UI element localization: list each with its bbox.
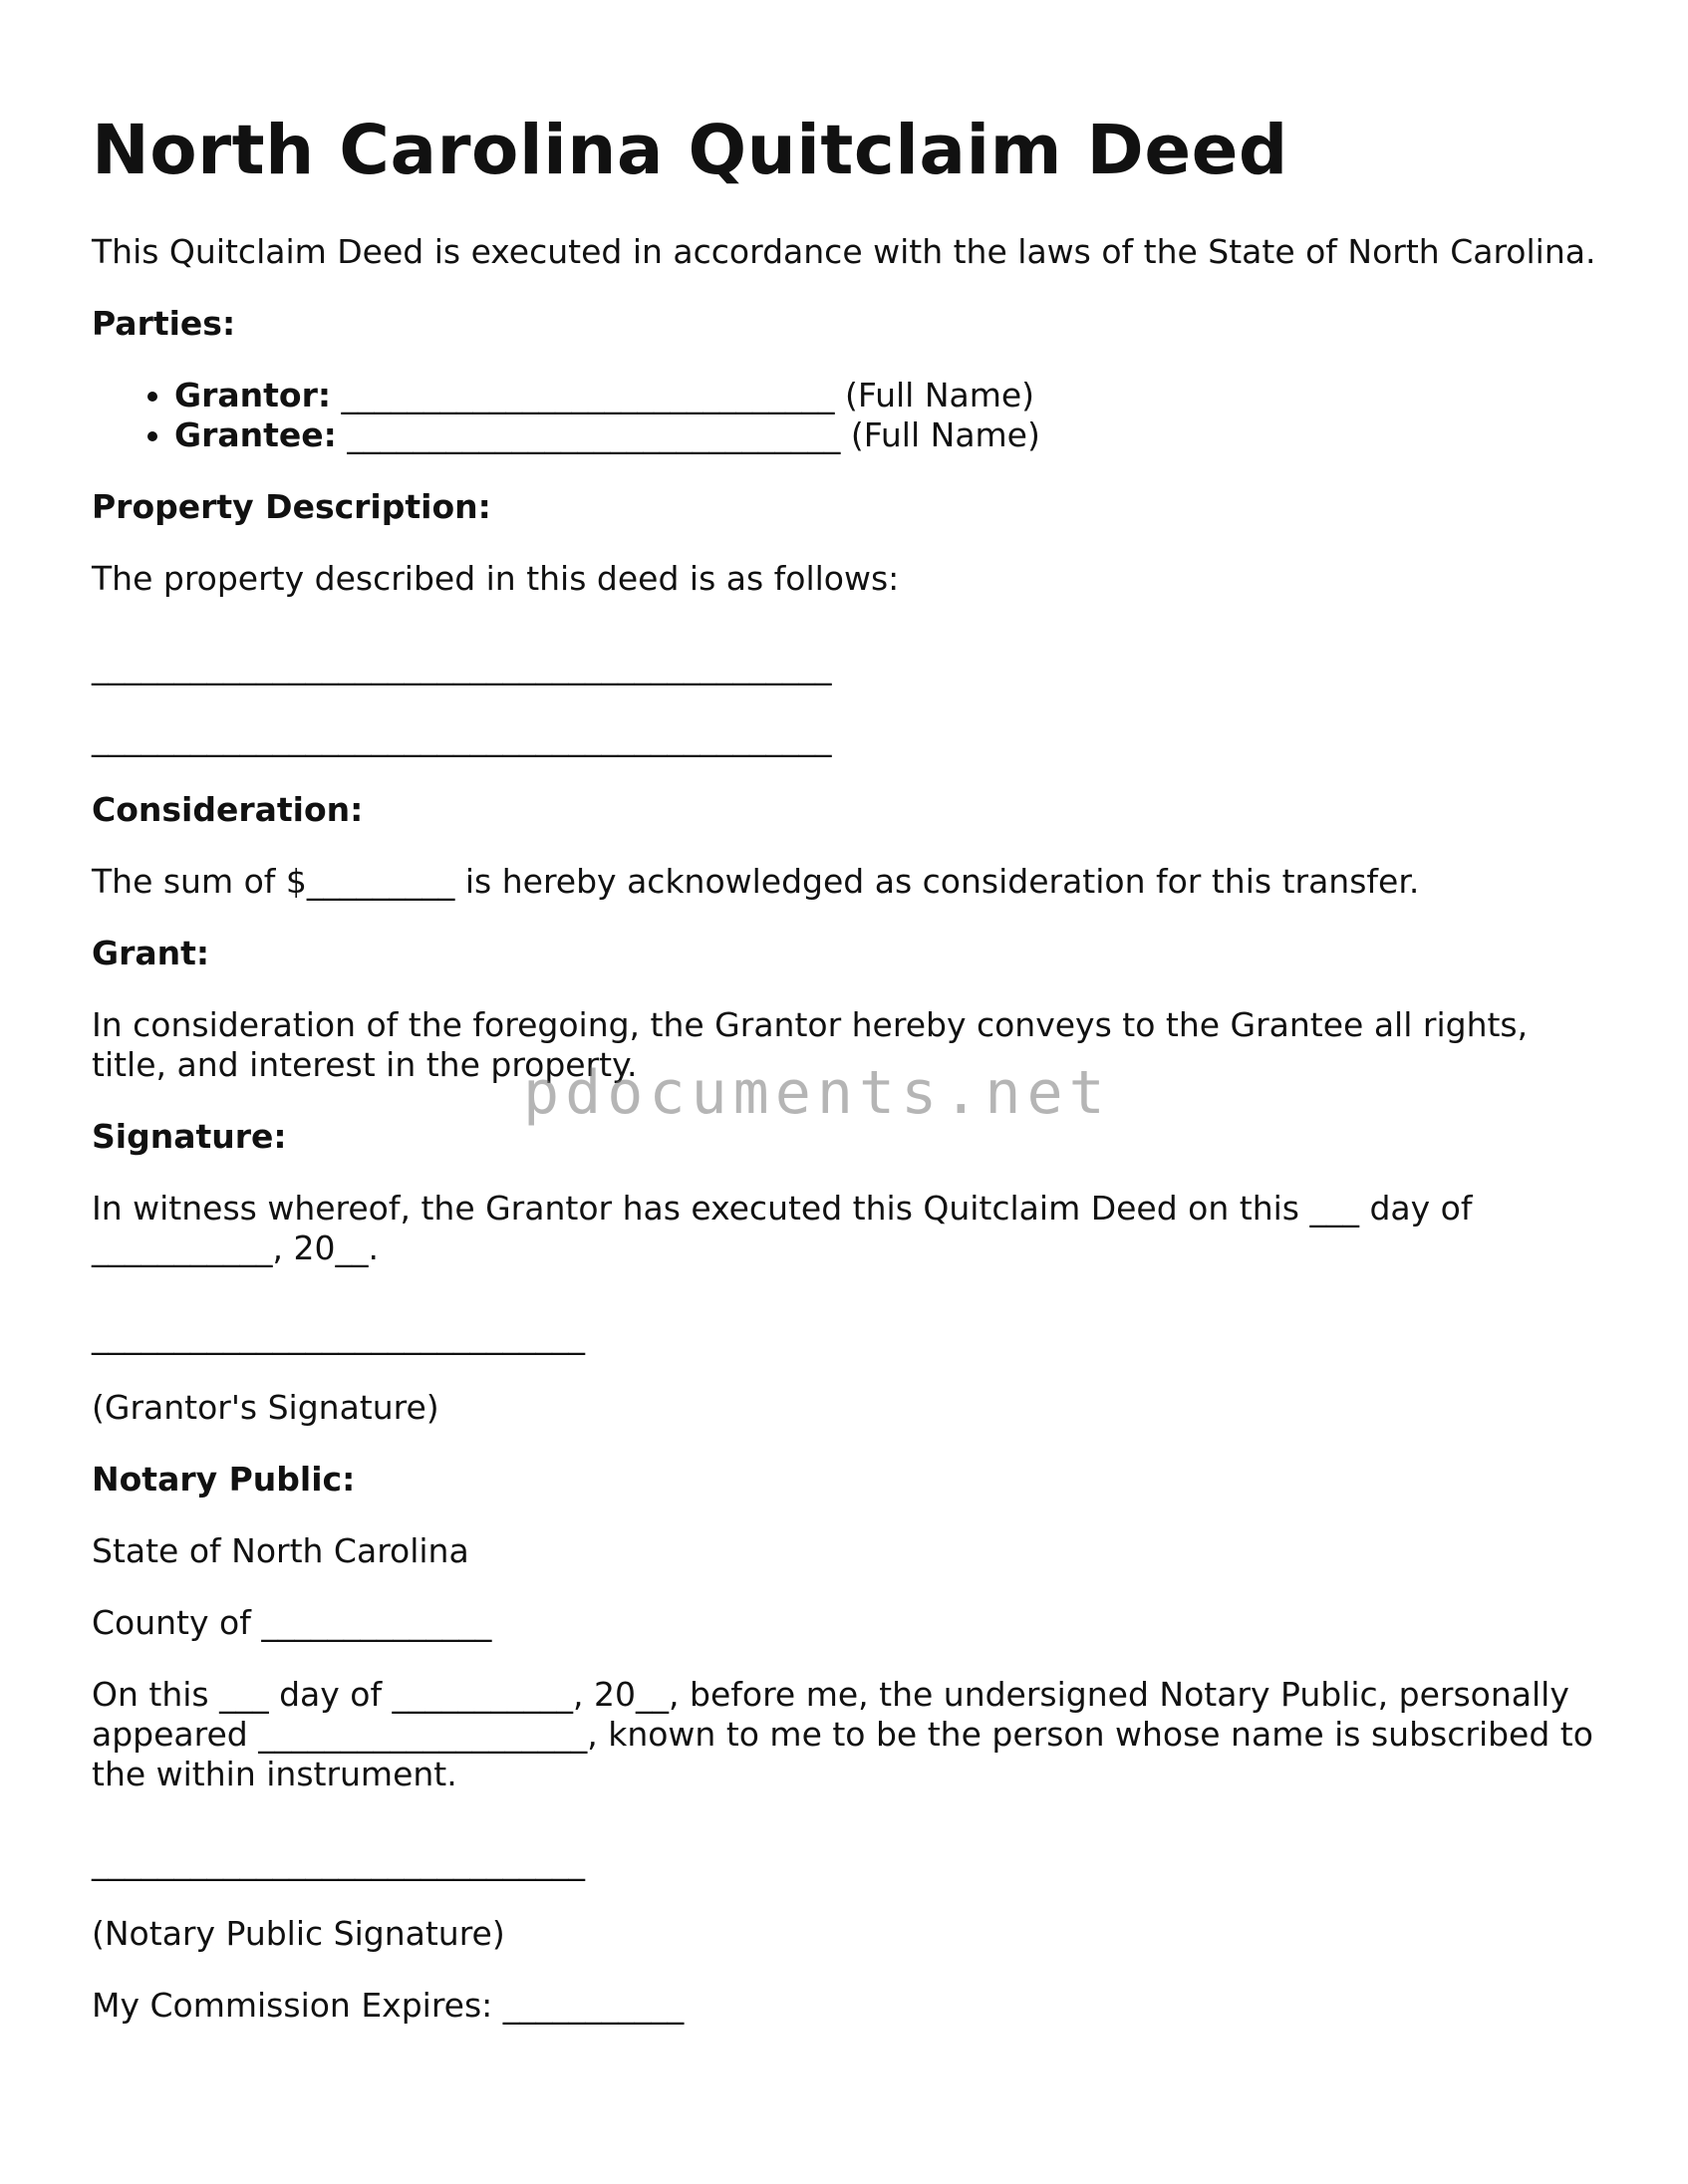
grantor-label: Grantor: <box>174 375 332 414</box>
notary-text: On this ___ day of ___________, 20__, before me, the undersigned Notary Public, personally appeared ____________________, known to me to be the person whose name is subscribed to the within instrument. <box>92 1674 1593 1793</box>
grantee-label: Grantee: <box>174 414 337 454</box>
parties-list <box>92 376 1606 455</box>
signature-text: In witness whereof, the Grantor has executed this Quitclaim Deed on this ___ day of ___________, 20__. <box>92 1188 1473 1267</box>
commission-expires: My Commission Expires: ___________ <box>92 1985 685 2025</box>
parties-heading: Parties: <box>92 303 236 343</box>
grantor-signature-line: ______________________________ <box>92 1315 585 1355</box>
grantor-item <box>174 376 1606 415</box>
property-line-1: _____________________________________________ <box>92 646 832 685</box>
grant-text: In consideration of the foregoing, the Grantor hereby conveys to the Grantee all rights, title, and interest in the property. <box>92 1004 1529 1084</box>
property-heading: Property Description: <box>92 486 491 526</box>
page-title: North Carolina Quitclaim Deed <box>92 111 1288 190</box>
consideration-text: The sum of $_________ is hereby acknowledged as consideration for this transfer. <box>92 861 1420 901</box>
notary-signature-caption: (Notary Public Signature) <box>92 1913 505 1953</box>
signature-heading: Signature: <box>92 1116 287 1156</box>
grant-heading: Grant: <box>92 933 210 972</box>
notary-county: County of ______________ <box>92 1602 492 1642</box>
notary-signature-line: ______________________________ <box>92 1841 585 1881</box>
watermark-text: pdocuments.net <box>523 1058 1111 1128</box>
document-page <box>92 110 1606 2057</box>
property-text: The property described in this deed is as follows: <box>92 558 900 598</box>
grantor-field: ______________________________ (Full Name) <box>331 375 1035 414</box>
property-line-2: _____________________________________________ <box>92 717 832 757</box>
grantor-signature-caption: (Grantor's Signature) <box>92 1387 439 1427</box>
grantee-item <box>174 415 1606 455</box>
intro-text: This Quitclaim Deed is executed in accordance with the laws of the State of North Carolina. <box>92 231 1596 271</box>
notary-heading: Notary Public: <box>92 1459 356 1499</box>
consideration-heading: Consideration: <box>92 789 364 829</box>
notary-state: State of North Carolina <box>92 1530 469 1570</box>
grantee-field: ______________________________ (Full Name) <box>336 414 1040 454</box>
